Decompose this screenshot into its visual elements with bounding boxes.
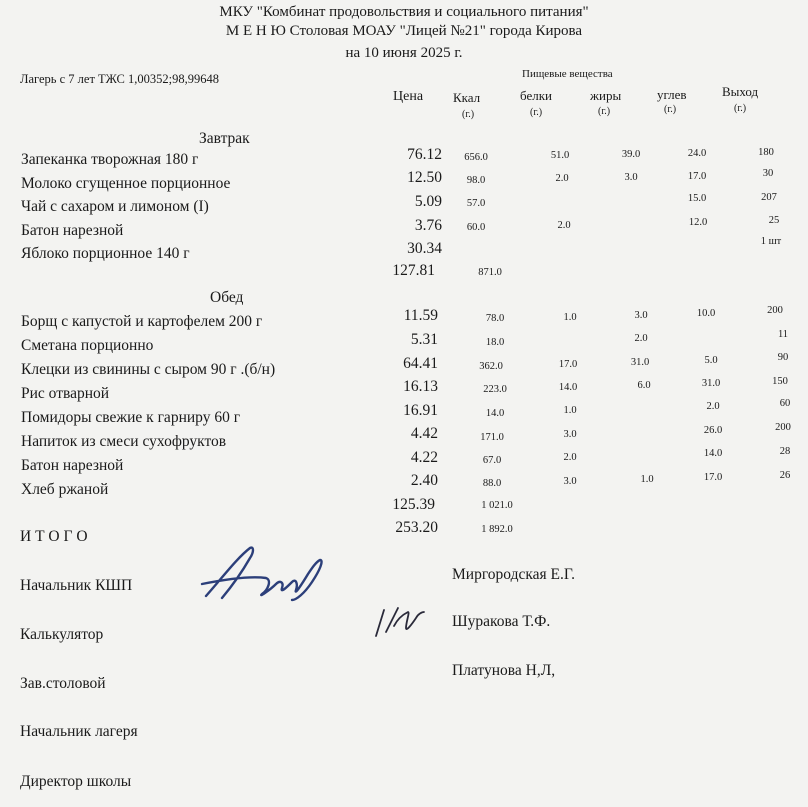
signature-calculator bbox=[370, 598, 430, 642]
item-fat: 31.0 bbox=[630, 357, 650, 368]
item-protein: 14.0 bbox=[558, 382, 578, 393]
lunch-total-kcal: 1 021.0 bbox=[481, 500, 513, 511]
item-name: Рис отварной bbox=[21, 385, 110, 402]
col-kcal: Ккал bbox=[453, 90, 481, 105]
item-name: Яблоко порционное 140 г bbox=[21, 245, 190, 262]
item-kcal: 67.0 bbox=[482, 455, 502, 466]
item-protein: 2.0 bbox=[557, 220, 571, 231]
grand-total-price: 253.20 bbox=[395, 519, 438, 536]
item-yield: 207 bbox=[761, 192, 777, 203]
item-price: 5.09 bbox=[414, 193, 442, 210]
item-yield: 180 bbox=[758, 147, 774, 158]
nutrients-title: Пищевые вещества bbox=[522, 68, 613, 80]
item-name: Батон нарезной bbox=[21, 222, 124, 239]
item-name: Хлеб ржаной bbox=[21, 481, 109, 498]
item-kcal: 88.0 bbox=[482, 478, 502, 489]
item-carbs: 14.0 bbox=[703, 448, 723, 459]
item-price: 64.41 bbox=[403, 355, 438, 372]
item-fat: 2.0 bbox=[634, 333, 648, 344]
item-name: Клецки из свинины с сыром 90 г .(б/н) bbox=[21, 361, 276, 378]
col-yield: Выход bbox=[722, 84, 759, 99]
item-yield: 11 bbox=[777, 329, 789, 340]
item-protein: 51.0 bbox=[550, 150, 570, 161]
item-price: 16.91 bbox=[403, 402, 438, 419]
item-price: 76.12 bbox=[407, 146, 442, 163]
item-name: Запеканка творожная 180 г bbox=[21, 151, 199, 168]
item-fat: 3.0 bbox=[634, 310, 648, 321]
item-yield: 30 bbox=[762, 168, 774, 179]
item-kcal: 223.0 bbox=[483, 384, 507, 395]
item-yield: 150 bbox=[772, 376, 788, 387]
item-price: 30.34 bbox=[407, 240, 442, 257]
item-yield: 60 bbox=[779, 398, 791, 409]
org-title: МКУ "Комбинат продовольствия и социального питания" bbox=[219, 4, 589, 20]
item-name: Батон нарезной bbox=[21, 457, 124, 474]
item-kcal: 362.0 bbox=[479, 361, 503, 372]
item-yield: 1 шт bbox=[760, 236, 782, 247]
item-price: 2.40 bbox=[410, 472, 438, 489]
item-price: 11.59 bbox=[403, 307, 438, 324]
item-kcal: 656.0 bbox=[464, 152, 488, 163]
item-price: 4.22 bbox=[410, 449, 438, 466]
item-carbs: 12.0 bbox=[688, 217, 708, 228]
grand-total-label: И Т О Г О bbox=[20, 528, 88, 545]
menu-date: на 10 июня 2025 г. bbox=[345, 45, 463, 61]
item-name: Молоко сгущенное порционное bbox=[21, 175, 231, 192]
item-carbs: 31.0 bbox=[701, 378, 721, 389]
item-kcal: 78.0 bbox=[485, 313, 505, 324]
item-protein: 17.0 bbox=[558, 359, 578, 370]
item-yield: 200 bbox=[767, 305, 783, 316]
item-carbs: 10.0 bbox=[696, 308, 716, 319]
name-head-kshp: Миргородская Е.Г. bbox=[452, 566, 575, 583]
col-kcal-unit: (г.) bbox=[462, 109, 475, 120]
signature-head-kshp bbox=[192, 538, 332, 613]
role-calculator: Калькулятор bbox=[20, 626, 104, 643]
item-fat: 39.0 bbox=[621, 149, 641, 160]
item-kcal: 171.0 bbox=[480, 432, 504, 443]
item-kcal: 98.0 bbox=[466, 175, 486, 186]
item-protein: 1.0 bbox=[563, 312, 577, 323]
item-carbs: 15.0 bbox=[687, 193, 707, 204]
item-protein: 1.0 bbox=[563, 405, 577, 416]
col-carbs: углев bbox=[657, 87, 687, 102]
grand-total-kcal: 1 892.0 bbox=[481, 524, 513, 535]
item-name: Помидоры свежие к гарниру 60 г bbox=[21, 409, 241, 426]
item-protein: 3.0 bbox=[563, 429, 577, 440]
col-protein-unit: (г.) bbox=[530, 107, 543, 118]
item-yield: 90 bbox=[777, 352, 789, 363]
item-name: Сметана порционно bbox=[21, 337, 154, 354]
section-lunch: Обед bbox=[210, 289, 244, 306]
item-price: 16.13 bbox=[403, 378, 438, 395]
item-yield: 25 bbox=[768, 215, 780, 226]
item-carbs: 17.0 bbox=[687, 171, 707, 182]
item-kcal: 14.0 bbox=[485, 408, 505, 419]
breakfast-total-price: 127.81 bbox=[392, 262, 435, 279]
item-yield: 200 bbox=[775, 422, 791, 433]
col-carbs-unit: (г.) bbox=[664, 104, 677, 115]
col-price: Цена bbox=[393, 89, 424, 104]
item-protein: 3.0 bbox=[563, 476, 577, 487]
item-name: Чай с сахаром и лимоном (I) bbox=[21, 198, 209, 215]
item-fat: 6.0 bbox=[637, 380, 651, 391]
item-fat: 3.0 bbox=[624, 172, 638, 183]
role-school-director: Директор школы bbox=[20, 773, 132, 790]
breakfast-total-kcal: 871.0 bbox=[478, 267, 502, 278]
item-price: 5.31 bbox=[410, 331, 438, 348]
item-protein: 2.0 bbox=[563, 452, 577, 463]
lunch-total-price: 125.39 bbox=[392, 496, 435, 513]
role-head-kshp: Начальник КШП bbox=[20, 577, 133, 594]
item-name: Напиток из смеси сухофруктов bbox=[21, 433, 227, 450]
col-fat: жиры bbox=[590, 88, 622, 103]
menu-title: М Е Н Ю Столовая МОАУ "Лицей №21" города Кирова bbox=[225, 23, 583, 39]
col-yield-unit: (г.) bbox=[734, 103, 747, 114]
item-kcal: 57.0 bbox=[466, 198, 486, 209]
role-camp-head: Начальник лагеря bbox=[20, 723, 138, 740]
item-carbs: 5.0 bbox=[704, 355, 718, 366]
item-carbs: 24.0 bbox=[687, 148, 707, 159]
item-price: 12.50 bbox=[407, 169, 442, 186]
item-kcal: 60.0 bbox=[466, 222, 486, 233]
item-yield: 28 bbox=[779, 446, 791, 457]
col-fat-unit: (г.) bbox=[598, 106, 611, 117]
item-carbs: 26.0 bbox=[703, 425, 723, 436]
item-price: 4.42 bbox=[410, 425, 438, 442]
role-canteen-head: Зав.столовой bbox=[20, 675, 106, 692]
name-canteen-head: Платунова Н,Л, bbox=[452, 662, 556, 679]
col-protein: белки bbox=[520, 88, 552, 103]
item-yield: 26 bbox=[779, 470, 791, 481]
item-carbs: 2.0 bbox=[706, 401, 720, 412]
item-protein: 2.0 bbox=[555, 173, 569, 184]
name-calculator: Шуракова Т.Ф. bbox=[452, 613, 551, 630]
item-carbs: 17.0 bbox=[703, 472, 723, 483]
camp-info: Лагерь с 7 лет ТЖС 1,00352;98,99648 bbox=[20, 72, 219, 86]
item-fat: 1.0 bbox=[640, 474, 654, 485]
item-price: 3.76 bbox=[414, 217, 442, 234]
item-kcal: 18.0 bbox=[485, 337, 505, 348]
section-breakfast: Завтрак bbox=[199, 130, 250, 147]
item-name: Борщ с капустой и картофелем 200 г bbox=[21, 313, 263, 330]
